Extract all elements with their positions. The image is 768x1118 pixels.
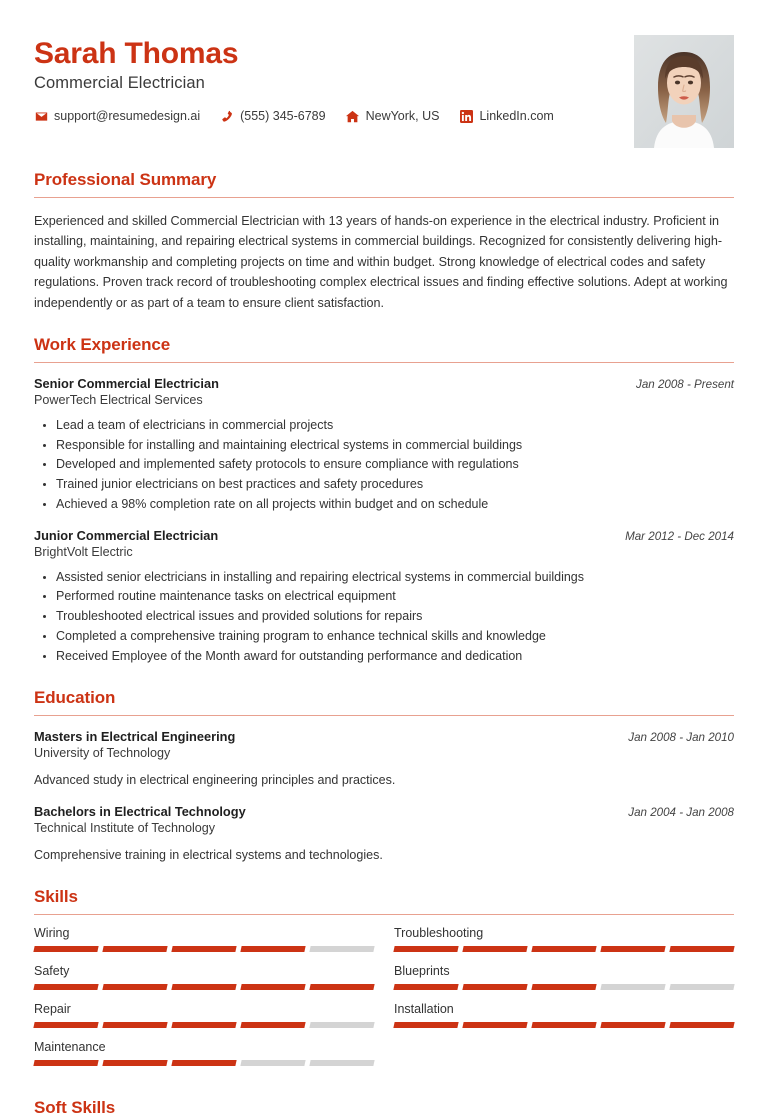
list-item: Completed a comprehensive training program to enhance technical skills and knowledge (54, 627, 734, 647)
section-title-education: Education (34, 688, 116, 708)
work-date: Jan 2008 - Present (636, 377, 734, 391)
profile-photo (634, 35, 734, 148)
skill-name: Repair (34, 1002, 71, 1017)
work-company: BrightVolt Electric (34, 544, 133, 559)
skill-level-segment (102, 984, 167, 990)
contact-row (34, 109, 634, 123)
candidate-name: Sarah Thomas (34, 37, 239, 70)
skill-item (34, 1040, 374, 1078)
section-divider (34, 715, 734, 716)
skill-level-segment (600, 946, 665, 952)
skill-level-segment (600, 1022, 665, 1028)
skill-name: Troubleshooting (394, 926, 484, 941)
avatar-illustration (634, 35, 734, 148)
skill-level-segment (600, 984, 665, 990)
skill-item (394, 926, 734, 964)
skill-level-bar (394, 984, 734, 990)
education-entry (34, 729, 734, 790)
section-skills (34, 887, 734, 1078)
list-item: Responsible for installing and maintaining electrical systems in commercial buildings (54, 436, 734, 456)
candidate-job-title: Commercial Electrician (34, 74, 205, 92)
skill-name: Blueprints (394, 964, 450, 979)
work-role: Junior Commercial Electrician (34, 527, 219, 543)
phone-icon (220, 109, 234, 123)
header-text-block (34, 33, 634, 123)
skill-level-segment (240, 984, 305, 990)
skill-item (34, 1002, 374, 1040)
skill-level-segment (669, 1022, 734, 1028)
list-item: Achieved a 98% completion rate on all projects within budget and on schedule (54, 495, 734, 515)
section-professional-summary (34, 170, 734, 313)
skill-level-bar (394, 946, 734, 952)
section-title-work: Work Experience (34, 334, 171, 354)
skill-name: Safety (34, 964, 70, 979)
list-item: Trained junior electricians on best practices and safety procedures (54, 475, 734, 495)
list-item: Performed routine maintenance tasks on electrical equipment (54, 587, 734, 607)
work-entry (34, 376, 734, 515)
skill-level-segment (33, 1022, 98, 1028)
skill-level-segment (171, 1060, 236, 1066)
work-company: PowerTech Electrical Services (34, 392, 203, 407)
skill-level-segment (531, 1022, 596, 1028)
skill-name: Maintenance (34, 1040, 106, 1055)
skill-level-segment (393, 1022, 458, 1028)
list-item: Lead a team of electricians in commercial projects (54, 416, 734, 436)
skill-level-segment (531, 946, 596, 952)
skill-item (394, 1002, 734, 1040)
skill-level-segment (669, 984, 734, 990)
work-entry-head (34, 528, 734, 543)
education-description: Comprehensive training in electrical systems and technologies. (34, 847, 383, 862)
education-date: Jan 2008 - Jan 2010 (628, 731, 734, 745)
section-title-soft-skills: Soft Skills (34, 1098, 116, 1118)
skill-level-bar (34, 1022, 374, 1028)
skill-level-segment (33, 1060, 98, 1066)
skill-level-bar (34, 946, 374, 952)
section-work-experience (34, 335, 734, 667)
skill-level-segment (33, 946, 98, 952)
list-item: Received Employee of the Month award for outstanding performance and dedication (54, 647, 734, 667)
work-date: Mar 2012 - Dec 2014 (625, 529, 734, 543)
section-title-skills: Skills (34, 887, 78, 907)
skill-level-segment (309, 1060, 374, 1066)
education-degree: Bachelors in Electrical Technology (34, 803, 246, 819)
education-entry-head (34, 729, 734, 744)
section-soft-skills (34, 1098, 734, 1118)
contact-location-text: NewYork, US (365, 109, 440, 123)
section-divider (34, 362, 734, 363)
resume-header (34, 0, 734, 148)
skill-level-segment (309, 1022, 374, 1028)
linkedin-icon (459, 109, 473, 123)
list-item: Assisted senior electricians in installing and repairing electrical systems in commercial buildings (54, 568, 734, 588)
skill-item (394, 964, 734, 1002)
work-bullets (34, 568, 734, 667)
skill-level-bar (34, 1060, 374, 1066)
skill-level-segment (462, 946, 527, 952)
skill-level-segment (462, 1022, 527, 1028)
skill-level-segment (240, 1060, 305, 1066)
envelope-icon (34, 109, 48, 123)
skill-level-bar (34, 984, 374, 990)
skill-level-segment (102, 946, 167, 952)
education-date: Jan 2004 - Jan 2008 (628, 805, 734, 819)
skill-level-segment (102, 1060, 167, 1066)
contact-email[interactable] (34, 109, 200, 123)
work-entry (34, 528, 734, 667)
skill-level-segment (393, 984, 458, 990)
education-entry-head (34, 804, 734, 819)
contact-linkedin-text: LinkedIn.com (479, 109, 554, 123)
summary-body: Experienced and skilled Commercial Electrician with 13 years of hands-on experience in the electrical industry. Proficient in installing, maintaining, and repairing electrical systems in commercial buildings. Recognized for consistently delivering high-quality workmanship and completing projects on time and within budget. Strong knowledge of electrical codes and safety regulations. Proven track record of troubleshooting complex electrical issues and finding effective solutions. Adept at working independently or as part of a team to ensure client satisfaction. (34, 214, 728, 310)
skill-level-segment (171, 946, 236, 952)
skill-level-bar (394, 1022, 734, 1028)
skill-level-segment (309, 984, 374, 990)
education-school: Technical Institute of Technology (34, 820, 216, 835)
skill-level-segment (309, 946, 374, 952)
skill-level-segment (531, 984, 596, 990)
skill-item (34, 926, 374, 964)
skills-grid (34, 926, 734, 1078)
skill-level-segment (393, 946, 458, 952)
skill-level-segment (240, 946, 305, 952)
education-description: Advanced study in electrical engineering principles and practices. (34, 773, 396, 788)
skill-level-segment (240, 1022, 305, 1028)
work-entry-head (34, 376, 734, 391)
contact-linkedin[interactable] (459, 109, 553, 123)
home-icon (346, 109, 360, 123)
education-entry (34, 804, 734, 865)
work-bullets (34, 416, 734, 515)
work-role: Senior Commercial Electrician (34, 375, 219, 391)
contact-phone[interactable] (220, 109, 325, 123)
contact-phone-text: (555) 345-6789 (240, 109, 326, 123)
skill-level-segment (102, 1022, 167, 1028)
skill-level-segment (669, 946, 734, 952)
section-divider (34, 197, 734, 198)
list-item: Developed and implemented safety protocols to ensure compliance with regulations (54, 455, 734, 475)
section-title-summary: Professional Summary (34, 170, 217, 189)
section-divider (34, 914, 734, 915)
contact-email-text: support@resumedesign.ai (54, 109, 201, 123)
list-item: Troubleshooted electrical issues and provided solutions for repairs (54, 607, 734, 627)
education-school: University of Technology (34, 746, 171, 761)
skill-level-segment (33, 984, 98, 990)
skill-item (34, 964, 374, 1002)
contact-location[interactable] (346, 109, 440, 123)
education-degree: Masters in Electrical Engineering (34, 729, 236, 745)
skill-level-segment (171, 1022, 236, 1028)
skill-name: Wiring (34, 926, 70, 941)
skill-level-segment (462, 984, 527, 990)
skill-name: Installation (394, 1002, 454, 1017)
section-education (34, 688, 734, 865)
skill-level-segment (171, 984, 236, 990)
